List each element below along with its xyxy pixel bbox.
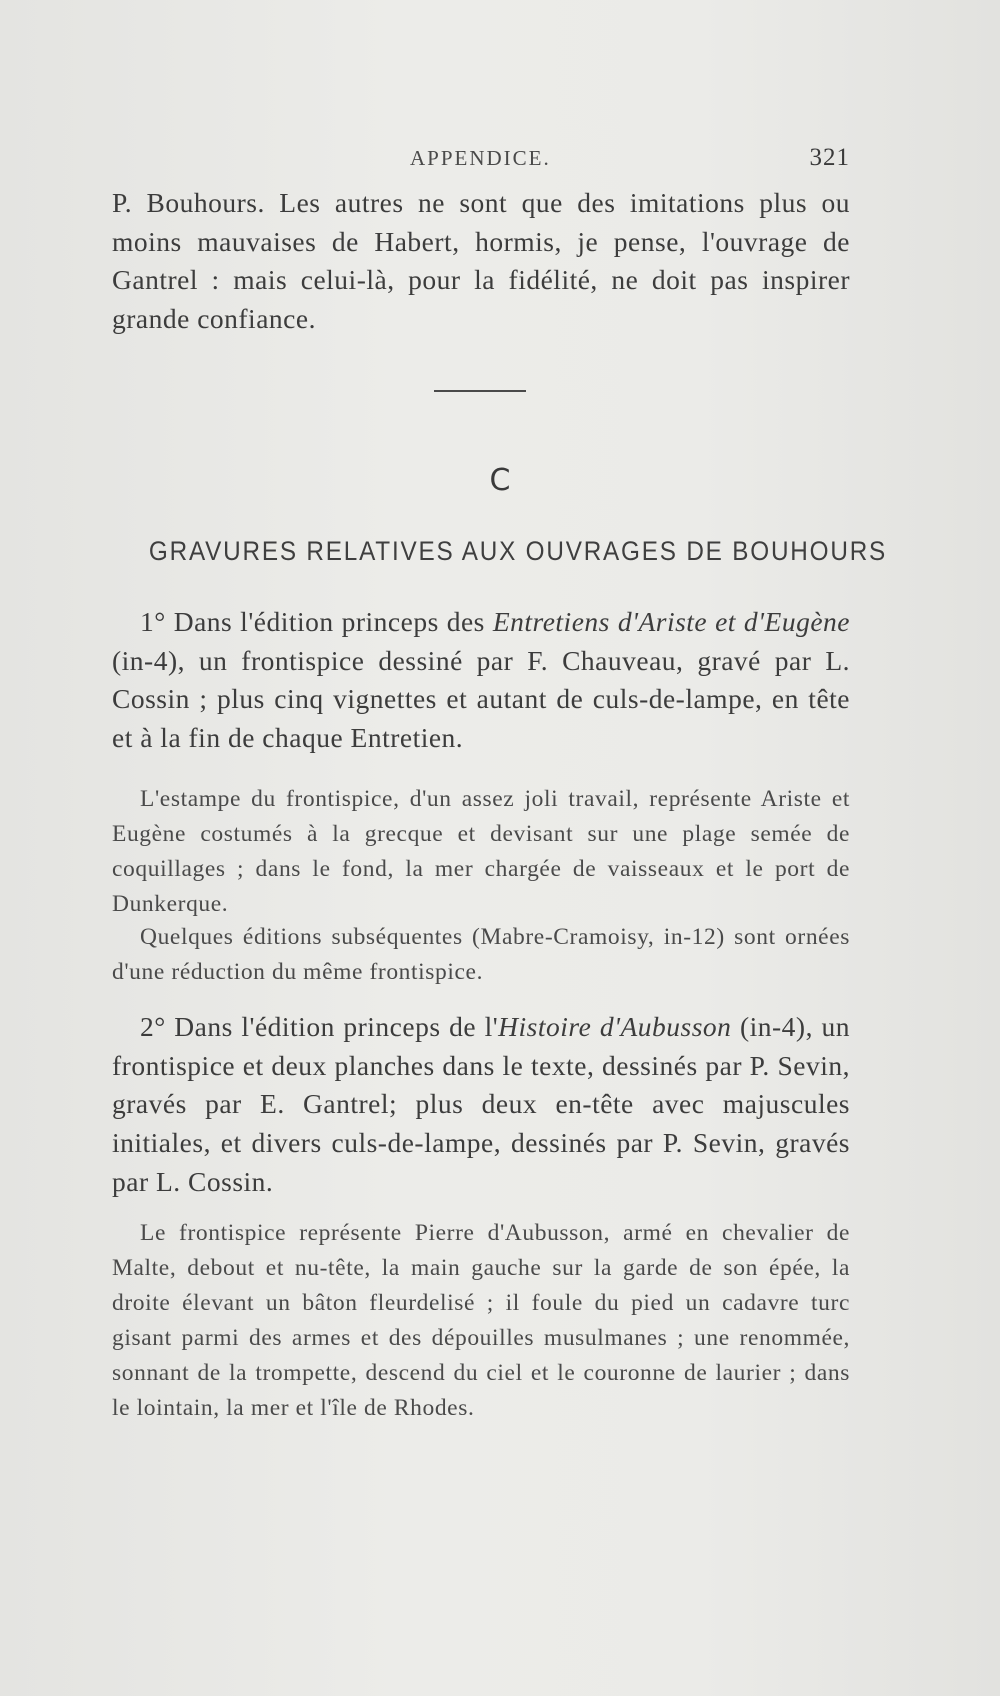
item-1-prefix: 1° Dans l'édition princeps des — [140, 606, 493, 637]
item-1-note-2-block — [112, 920, 850, 990]
item-2-rest: (in-4), un frontispice et deux planches dans le texte, dessinés par P. Sevin, gravés par E. Gantrel; plus deux en-tête avec majuscules initiales, et divers culs-de-lampe, dessinés par P. Sevin, gravés par L. Cossin. — [112, 1011, 850, 1197]
item-2-title: Histoire d'Aubusson — [498, 1011, 732, 1042]
item-1-note-2: Quelques éditions subséquentes (Mabre-Cramoisy, in-12) sont ornées d'une réduction du même frontispice. — [112, 924, 850, 985]
item-2-note: Le frontispice représente Pierre d'Aubusson, armé en chevalier de Malte, debout et nu-tête, la main gauche sur la garde de son épée, la droite élevant un bâton fleurdelisé ; il foule du pied un cadavre turc gisant parmi des armes et des dépouilles musulmanes ; une renommée, sonnant de la trompette, descend du ciel et le couronne de laurier ; dans le lointain, la mer et l'île de Rhodes. — [112, 1220, 850, 1421]
item-1-title: Entretiens d'Ariste et d'Eugène — [492, 606, 850, 637]
item-2-block — [112, 1008, 850, 1202]
item-1-rest: (in-4), un frontispice dessiné par F. Chauveau, gravé par L. Cossin ; plus cinq vignettes et autant de culs-de-lampe, en tête et à la fin de chaque Entretien. — [112, 644, 850, 754]
top-paragraph-block — [112, 184, 850, 339]
item-1-note-1: L'estampe du frontispice, d'un assez joli travail, représente Ariste et Eugène costumés à la grecque et devisant sur une plage semée de coquillages ; dans le fond, la mer chargée de vaisseaux et le port de Dunkerque. — [112, 786, 850, 917]
section-title: GRAVURES RELATIVES AUX OUVRAGES DE BOUHOURS — [148, 536, 888, 566]
top-paragraph: P. Bouhours. Les autres ne sont que des imitations plus ou moins mauvaises de Habert, hormis, je pense, l'ouvrage de Gantrel : mais celui-là, pour la fidélité, ne doit pas inspirer grande confiance. — [112, 187, 850, 335]
section-letter: C — [489, 463, 511, 498]
running-head — [112, 146, 850, 176]
item-2-note-block — [112, 1216, 850, 1426]
item-1-block — [112, 603, 850, 758]
running-title: APPENDICE. — [410, 146, 551, 170]
item-2-paragraph — [112, 1008, 850, 1202]
page-number: 321 — [809, 144, 850, 171]
section-divider — [434, 390, 526, 392]
item-1-paragraph — [112, 603, 850, 758]
item-1-note-1-block — [112, 782, 850, 922]
item-2-prefix: 2° Dans l'édition princeps de l' — [140, 1011, 499, 1042]
